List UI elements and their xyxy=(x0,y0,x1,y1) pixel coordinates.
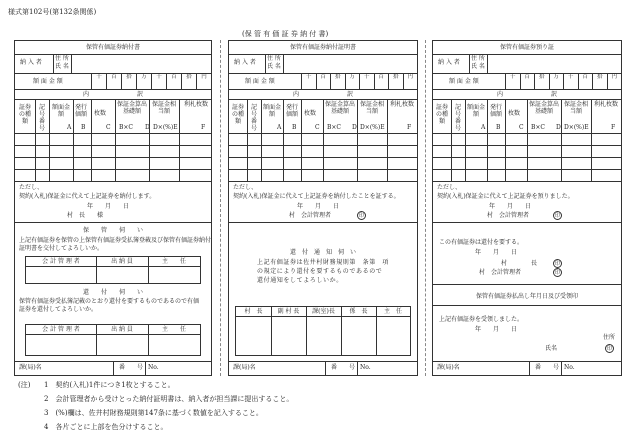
return-approval-table: 会 計 管 理 者 出 納 員 主 任 xyxy=(25,324,201,356)
return-request-title: 還 付 伺 い xyxy=(82,289,143,296)
seal-mark-6: 印 xyxy=(606,346,612,352)
receipt-address: 住所 xyxy=(603,334,616,341)
form3-body: 契約(入札)保証金に代えて上記証券を預りました。 xyxy=(437,193,574,200)
seal-mark: 印 xyxy=(358,213,364,219)
note-4: 4 各片ごとに上部を色分けすること。 xyxy=(44,423,168,431)
note-1: 1 契約(入札)1件につき1枚とすること。 xyxy=(44,381,175,389)
perforation-line-1 xyxy=(220,40,221,376)
amount-digits-3: 千 百 拾 万 千 百 拾 円 xyxy=(505,73,621,89)
name-label: 氏 名 xyxy=(55,63,69,70)
form-payment-certificate: 保管有価証券納付証明書 納 入 者 住 所 氏 名 額 面 金 額 千 百 拾 万 千 百 拾 円 内 訳 証券の種類 記号番号 額面金額 発行価額 枚数 保証金算出基礎額 保証金相当額 利札枚数 A B C B×C D D×(%)E F ただし、 契約(入札)保証金に代えて上記証券を納付したことを証する。 年 月 日 村 会計管理者 印 還 付 通 知 伺 い 上記有価証券は佐井村財務規則第 条第 項 の規定により還付を要するものであるので 還付通知をしてよろしいか。 村 長 副 村 長 課(室)長 係 長 主 任 課(局)名 番 号 No. xyxy=(228,40,418,376)
payer-label: 納 入 者 xyxy=(20,59,42,66)
receipt-name: 氏名 xyxy=(545,345,558,352)
breakdown-label: 内 訳 xyxy=(82,91,143,98)
form1-title: 保管有価証券納付書 xyxy=(85,44,140,51)
main-title: (保 管 有 価 証 券 納 付 書) xyxy=(242,30,329,38)
seal-mark-4: 印 xyxy=(554,261,560,267)
return-notice-title: 還 付 通 知 伺 い xyxy=(289,249,356,256)
notes-label: (注) xyxy=(18,381,31,389)
form1-date: 年 月 日 xyxy=(87,203,130,210)
seal-mark-3: 印 xyxy=(554,213,560,219)
must-return-note: この有価証券は還付を要する。 xyxy=(439,239,524,246)
amount-digits-2: 千 百 拾 万 千 百 拾 円 xyxy=(301,73,417,89)
form-payment: 保管有価証券納付書 納 入 者 住 所 氏 名 額 面 金 額 千 百 拾 万 千 百 拾 円 内 訳 証券の種類 記号番号 額面金額 発行価額 枚数 保証金算出基礎額 保証金相当額 利札枚数 A B C B×C D D×(%)E F ただし、 契約(入札)保証金に代えて上記証券を納付します。 年 月 日 村 長 様 保 管 伺 い 上記有価証券を保管の上保管有価証券受払簿登載及び保管有価証券納付 証明書を交付してよろしいか。 会 計 管 理 者 出 納 員 主 任 還 付 伺 い 保管有価証券受払簿記載のとおり還付を要するものであるので有価 証券を還付してよろしいか。 会 計 管 理 者 出 納 員 主 任 課(局)名 番 号 No. xyxy=(14,40,212,376)
form1-addressee: 村 長 様 xyxy=(67,212,104,219)
note-2: 2 会計管理者から受けとった納付証明書は、納入者が担当課に提出すること。 xyxy=(44,395,294,403)
form2-signer: 村 会計管理者 xyxy=(289,212,332,219)
custody-approval-table: 会 計 管 理 者 出 納 員 主 任 xyxy=(25,256,201,284)
note-3: 3 (%)欄は、佐井村財務規則第147条に基づく数値を記入すること。 xyxy=(44,409,263,417)
form1-dept: 課(局)名 xyxy=(19,364,42,371)
receipt-section-title: 保管有価証券払出し年月日及び受領印 xyxy=(475,293,578,300)
perforation-line-2 xyxy=(425,40,426,376)
amount-digits: 千 百 拾 万 千 百 拾 円 xyxy=(91,73,211,89)
aside-label-1: ただし、 xyxy=(19,184,44,191)
form-custody-receipt: 保管有価証券預り証 納 入 者 住 所 氏 名 額 面 金 額 千 百 拾 万 千 百 拾 円 内 訳 証券の種類 記号番号 額面金額 発行価額 枚数 保証金算出基礎額 保証金相当額 利札枚数 A B C B×C D D×(%)E F ただし、 契約(入札)保証金に代えて上記証券を預りました。 年 月 日 村 会計管理者 印 この有価証券は還付を要する。 年 月 日 村 長 印 村 会計管理者 印 保管有価証券払出し年月日及び受領印 上記有価証券を受領しました。 年 月 日 住所 氏名 印 課(局)名 番 号 No. xyxy=(432,40,622,376)
form2-title: 保管有価証券納付証明書 xyxy=(289,44,356,51)
form1-number: No. xyxy=(148,364,159,371)
notice-approval-table: 村 長 副 村 長 課(室)長 係 長 主 任 xyxy=(235,306,411,356)
seal-mark-5: 印 xyxy=(554,270,560,276)
custody-request-title: 保 管 伺 い xyxy=(82,227,143,234)
form2-body: 契約(入札)保証金に代えて上記証券を納付したことを証する。 xyxy=(233,193,400,200)
mayor-label: 村 長 xyxy=(501,260,538,267)
amount-label: 額 面 金 額 xyxy=(33,78,63,85)
address-label: 住 所 xyxy=(55,55,69,62)
form3-title: 保管有価証券預り証 xyxy=(499,44,554,51)
form-number-label: 様式第102号(第132条関係) xyxy=(8,8,97,16)
form1-body: 契約(入札)保証金に代えて上記証券を納付します。 xyxy=(19,193,156,200)
